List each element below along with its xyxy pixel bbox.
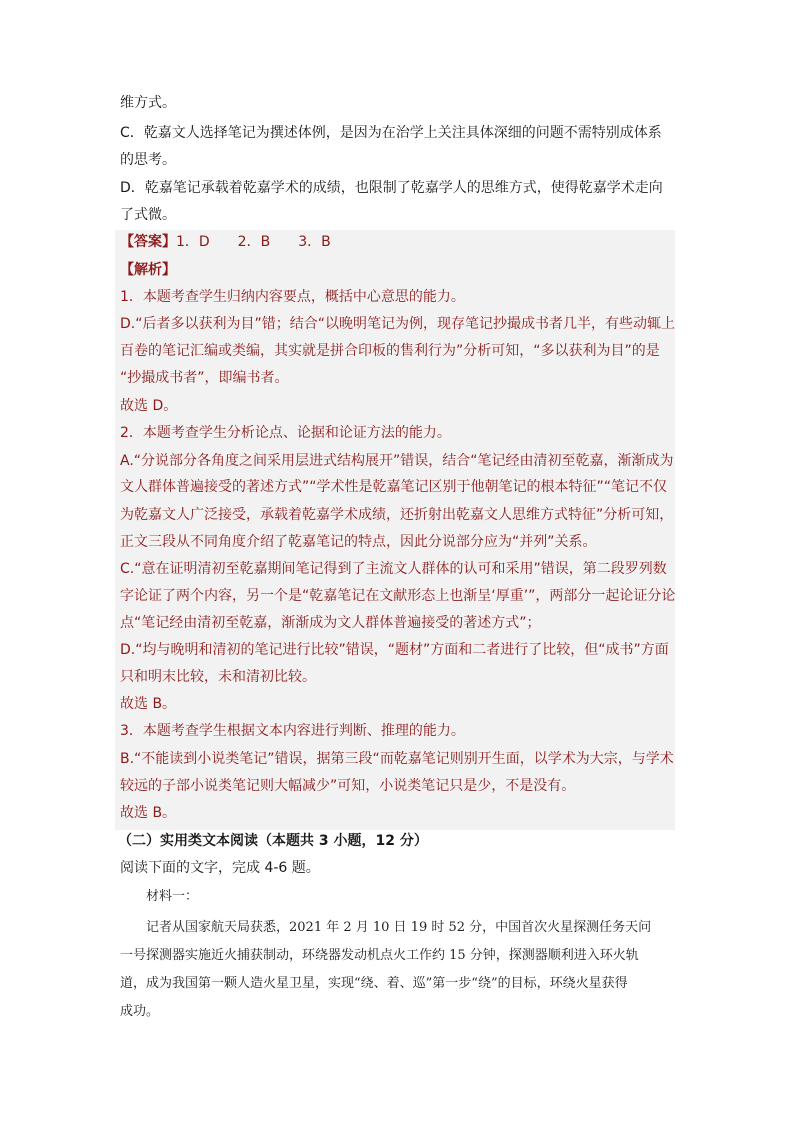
analysis-line: 2．本题考查学生分析论点、论据和论证方法的能力。 [120,425,451,441]
analysis-line: D.“均与晚明和清初的笔记进行比较”错误，“题材”方面和二者进行了比较，但“成书”方面 [120,642,669,658]
analysis-line: 正文三段从不同角度介绍了乾嘉笔记的特点，因此分说部分应为“并列”关系。 [120,534,597,550]
analysis-line: 只和明末比较，未和清初比较。 [120,669,316,685]
analysis-line: B.“不能读到小说类笔记”错误，据第三段“而乾嘉笔记则别开生面，以学术为大宗，与学术 [120,751,674,767]
material-line: 记者从国家航天局获悉，2021 年 2 月 10 日 19 时 52 分，中国首次火星探测任务天问 [146,920,652,935]
analysis-line: “抄撮成书者”，即编书者。 [120,370,289,386]
analysis-line: A.“分说部分各角度之间采用层进式结构展开”错误，结合“笔记经由清初至乾嘉，渐渐成为 [120,453,674,469]
analysis-line: D.“后者多以获利为目”错；结合“以晚明笔记为例，现存笔记抄撮成书者几半，有些动辄上 [120,316,675,332]
analysis-line: 较远的子部小说类笔记则大幅减少”可知，小说类笔记只是少，不是没有。 [120,778,576,794]
answer-label: 【答案】 [120,234,176,250]
analysis-line: 点“笔记经由清初至乾嘉，渐渐成为文人群体普遍接受的著述方式”； [120,615,541,631]
material-line: 道，成为我国第一颗人造火星卫星，实现“绕、着、巡”第一步“绕”的目标，环绕火星获得 [120,976,628,991]
analysis-line: C.“意在证明清初至乾嘉期间笔记得到了主流文人群体的认可和采用”错误，第二段罗列数 [120,561,667,577]
analysis-line: 故选 B。 [120,696,177,712]
material-line: 成功。 [120,1004,160,1019]
analysis-line: 故选 D。 [120,398,178,414]
analysis-line: 为乾嘉文人广泛接受，承载着乾嘉学术成绩，还折射出乾嘉文人思维方式特征”分析可知， [120,507,674,523]
option-d-line1: D．乾嘉笔记承载着乾嘉学术的成绩，也限制了乾嘉学人的思维方式，使得乾嘉学术走向 [120,180,663,196]
material-line: 一号探测器实施近火捕获制动，环绕器发动机点火工作约 15 分钟，探测器顺利进入环火轨 [120,948,639,963]
analysis-line: 3．本题考查学生根据文本内容进行判断、推理的能力。 [120,723,465,739]
option-b-tail: 维方式。 [120,95,176,111]
option-c-line1: C．乾嘉文人选择笔记为撰述体例，是因为在治学上关注具体深细的问题不需特别成体系 [120,125,662,141]
analysis-line: 故选 B。 [120,805,177,821]
option-c-line2: 的思考。 [120,152,176,168]
analysis-line: 文人群体普遍接受的著述方式”“学术性是乾嘉笔记区别于他朝笔记的根本特征”“笔记不仅 [120,479,668,495]
section-title: （二）实用类文本阅读（本题共 3 小题，12 分） [118,833,428,849]
option-d-line2: 了式微。 [120,207,176,223]
analysis-line: 1．本题考查学生归纳内容要点，概括中心意思的能力。 [120,289,465,305]
analysis-line: 字论证了两个内容，另一个是“乾嘉笔记在文献形态上也渐呈‘厚重’”，两部分一起论证分论 [120,588,676,604]
section-instruction: 阅读下面的文字，完成 4-6 题。 [120,860,320,876]
analysis-line: 百卷的笔记汇编或类编，其实就是拼合印板的售利行为”分析可知，“多以获利为目”的是 [120,343,660,359]
answer-values: 1．D 2．B 3．B [176,234,331,250]
answer-row [120,232,331,252]
analysis-label: 【解析】 [120,262,176,278]
material-heading: 材料一： [146,889,199,904]
